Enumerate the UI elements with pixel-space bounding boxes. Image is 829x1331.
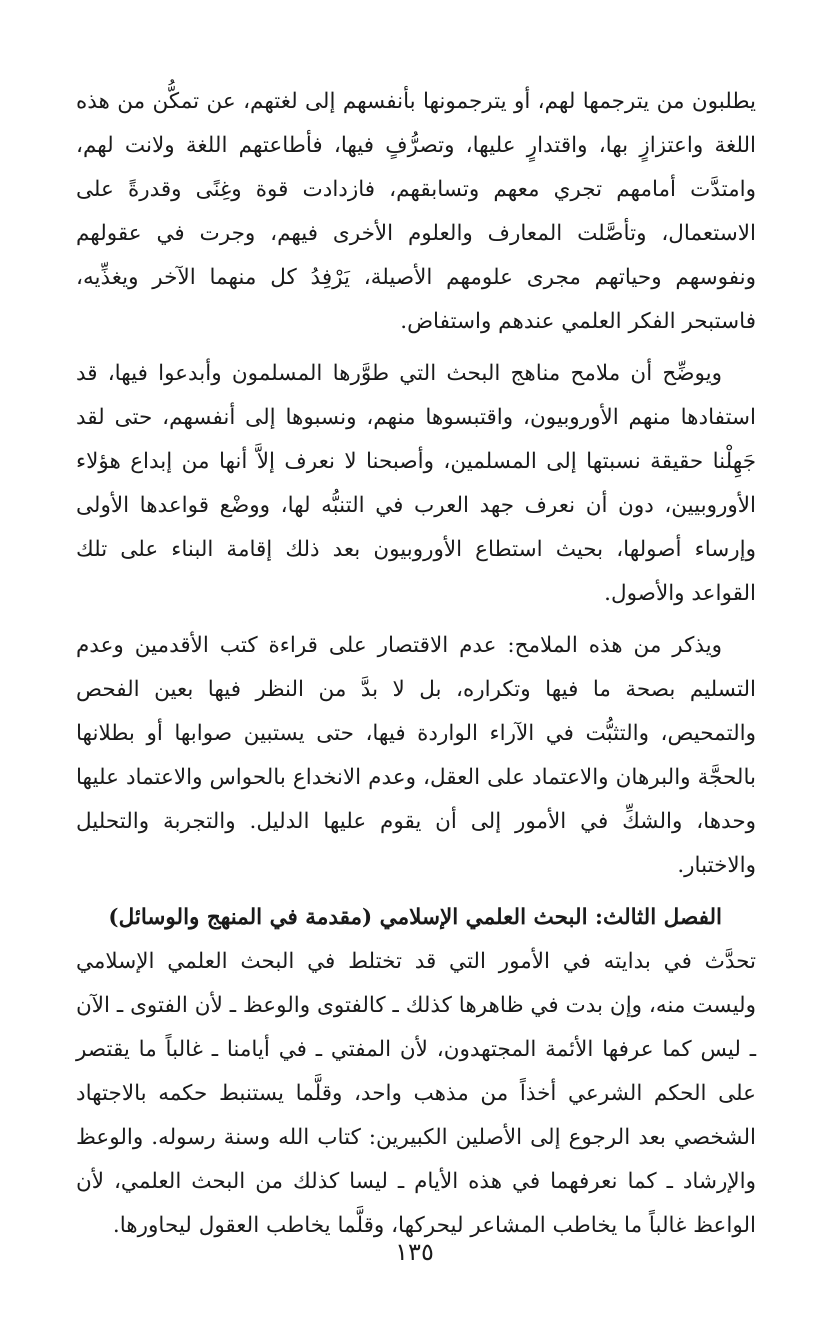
paragraph-2: ويوضِّح أن ملامح مناهج البحث التي طوَّرها المسلمون وأبدعوا فيها، قد استفادها منهم الأوروبيون، واقتبسوها منهم، ونسبوها إلى أنفسهم، حتى لقد جَهِلْنا حقيقة نسبتها إلى المسلمين، وأصبحنا لا نعرف إلاَّ أنها من إبداع هؤلاء الأوروبيين، دون أن نعرف جهد العرب في التنبُّه لها، ووضْع قواعدها الأولى وإرساء أصولها، بحيث استطاع الأوروبيون بعد ذلك إقامة البناء على تلك القواعد والأصول. xyxy=(76,361,756,606)
document-page xyxy=(76,80,756,1248)
chapter-body: تحدَّث في بدايته في الأمور التي قد تختلط في البحث العلمي الإسلامي وليست منه، وإن بدت في ظاهرها كذلك ـ كالفتوى والوعظ ـ لأن الفتوى ـ الآن ـ ليس كما عرفها الأئمة المجتهدون، لأن المفتي ـ في أيامنا ـ غالباً ما يقتصر على الحكم الشرعي أخذاً من مذهب واحد، وقلَّما يستنبط حكمه بالاجتهاد الشخصي بعد الرجوع إلى الأصلين الكبيرين: كتاب الله وسنة رسوله. والوعظ والإرشاد ـ كما نعرفهما في هذه الأيام ـ ليسا كذلك من البحث العلمي، لأن الواعظ غالباً ما يخاطب المشاعر ليحركها، وقلَّما يخاطب العقول ليحاورها. xyxy=(76,949,756,1238)
chapter-section xyxy=(76,896,756,1248)
page-number: ١٣٥ xyxy=(395,1238,434,1266)
paragraph-3: ويذكر من هذه الملامح: عدم الاقتصار على قراءة كتب الأقدمين وعدم التسليم بصحة ما فيها وتكراره، بل لا بدَّ من النظر فيها بعين الفحص والتمحيص، والتثبُّت في الآراء الواردة فيها، حتى يستبين صوابها أو بطلانها بالحجَّة والبرهان والاعتماد على العقل، وعدم الانخداع بالحواس والاعتماد عليها وحدها، والشكِّ في الأمور إلى أن يقوم عليها الدليل. والتجربة والتحليل والاختبار. xyxy=(76,633,756,878)
chapter-heading: الفصل الثالث: البحث العلمي الإسلامي (مقدمة في المنهج والوسائل) xyxy=(108,905,722,930)
paragraph-1: يطلبون من يترجمها لهم، أو يترجمونها بأنفسهم إلى لغتهم، عن تمكُّن من هذه اللغة واعتزازٍ بها، واقتدارٍ عليها، وتصرُّفٍ فيها، فأطاعتهم اللغة ولانت لهم، وامتدَّت أمامهم تجري معهم وتسابقهم، فازدادت قوة وغِنًى وقدرةً على الاستعمال، وتأصَّلت المعارف والعلوم الأخرى فيهم، وجرت في عقولهم ونفوسهم وحياتهم مجرى علومهم الأصيلة، يَرْفِدُ كل منهما الآخر ويغذِّيه، فاستبحر الفكر العلمي عندهم واستفاض. xyxy=(76,89,756,334)
